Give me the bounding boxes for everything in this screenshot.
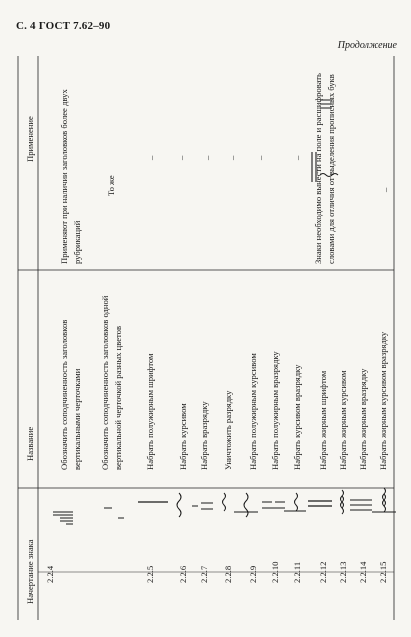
row-usage: – — [292, 155, 302, 160]
row-name: Набрать полужирным шрифтом — [145, 353, 155, 470]
row-name: Набрать курсивом — [178, 403, 188, 470]
page-header: С. 4 ГОСТ 7.62–90 — [16, 20, 111, 32]
mark-bold-italic — [244, 493, 248, 517]
row-number: 2.2.15 — [378, 561, 388, 583]
mark-vertical-dashes — [53, 512, 73, 524]
row-usage: – — [255, 155, 265, 160]
row-name: Набрать жирным курсивом вразрядку — [378, 331, 388, 470]
row-name: Набрать вразрядку — [199, 401, 209, 470]
row-usage: – — [380, 187, 390, 192]
row-number: 2.2.13 — [338, 561, 348, 583]
row-name: Уничтожить разрядку — [223, 390, 233, 470]
row-name: Набрать жирным вразрядку — [358, 368, 368, 470]
usage-mark-wave — [320, 174, 338, 177]
row-usage: – — [176, 155, 186, 160]
row-number: 2.2.12 — [318, 561, 328, 583]
row-number: 2.2.10 — [270, 561, 280, 583]
row-name: Набрать жирным шрифтом — [318, 370, 328, 470]
row-number: 2.2.5 — [145, 565, 155, 583]
row-usage: Применяют при наличии заголовков более двух рубрикаций — [59, 89, 82, 264]
mark-colored-dashes — [104, 508, 124, 518]
col-header-usage: Применение — [25, 116, 35, 162]
continuation-label: Продолжение — [337, 40, 397, 51]
mark-italic-spaced — [295, 493, 298, 511]
row-name: Набрать курсивом вразрядку — [292, 364, 302, 470]
row-number: 2.2.7 — [199, 565, 209, 583]
row-number: 2.2.9 — [248, 565, 258, 583]
mark-remove-spacing — [223, 493, 226, 511]
row-number: 2.2.14 — [358, 561, 368, 583]
row-usage: Знаки необходимо вынести на поле и расшифровать словами для отличия от выделения прописных букв — [313, 73, 336, 264]
col-header-name: Название — [25, 426, 35, 461]
row-usage: То же — [106, 175, 116, 196]
row-name: Набрать полужирным курсивом — [248, 353, 258, 470]
row-number: 2.2.4 — [45, 565, 55, 583]
mark-wave — [177, 493, 181, 517]
col-header-sign: Начертание знака — [25, 539, 35, 604]
row-name: Набрать жирным курсивом — [338, 370, 348, 470]
row-name: Обозначить соподчиненность заголовков вертикальными черточками — [59, 319, 82, 470]
row-number: 2.2.6 — [178, 565, 188, 583]
row-name: Обозначить соподчиненность заголовков одной вертикальной черточкой разных цветов — [100, 295, 123, 470]
row-number: 2.2.8 — [223, 565, 233, 583]
row-usage: – — [227, 155, 237, 160]
row-usage: – — [202, 155, 212, 160]
row-name: Набрать полужирным вразрядку — [270, 351, 280, 470]
row-usage: – — [146, 155, 156, 160]
row-number: 2.2.11 — [292, 561, 302, 583]
